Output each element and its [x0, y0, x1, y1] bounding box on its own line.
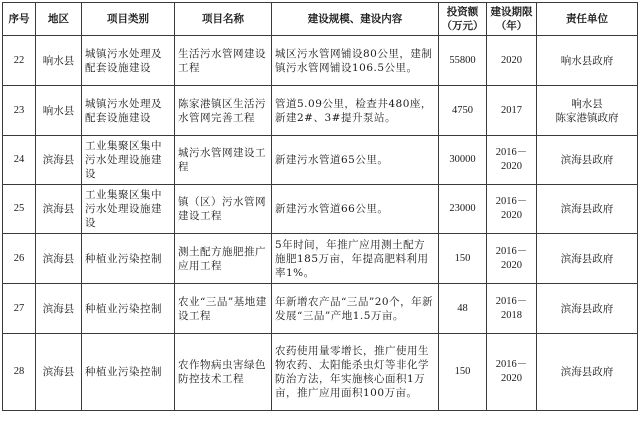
cell-region: 滨海县: [36, 334, 82, 411]
header-row: [3, 3, 638, 36]
cell-investment: 55800: [439, 36, 487, 86]
cell-unit: [537, 86, 638, 136]
cell-region: 滨海县: [36, 234, 82, 284]
cell-scope: 管道5.09公里，检查井480座，新建2#、3#提升泵站。: [272, 86, 439, 136]
cell-period-line2: 2020: [501, 161, 522, 172]
cell-investment: 23000: [439, 185, 487, 234]
cell-period-line1: 2016－: [495, 245, 528, 257]
cell-unit-line1: 滨海县政府: [560, 154, 614, 166]
cell-unit: [537, 334, 638, 411]
cell-project-name: 镇（区）污水管网建设工程: [175, 185, 272, 234]
cell-period-line1: 2016－: [495, 147, 528, 158]
header-region: 地区: [36, 3, 82, 36]
cell-category: 种植业污染控制: [82, 234, 175, 284]
cell-investment: 30000: [439, 136, 487, 185]
cell-region: 滨海县: [36, 284, 82, 334]
table-row: [3, 234, 638, 284]
cell-seq: 27: [3, 284, 36, 334]
cell-category: 城镇污水处理及配套设施建设: [82, 36, 175, 86]
cell-scope: 5年时间，年推广应用测土配方施肥185万亩，年提高肥料利用率1%。: [272, 234, 439, 284]
cell-category: 城镇污水处理及配套设施建设: [82, 86, 175, 136]
table-row: [3, 284, 638, 334]
cell-scope: 农药使用量零增长，推广使用生物农药、太阳能杀虫灯等非化学防治方法，年实施核心面积1万亩，推广应用面积100万亩。: [272, 334, 439, 411]
header-period-line2: （年）: [495, 20, 528, 32]
cell-category: 工业集聚区集中污水处理设施建设: [82, 136, 175, 185]
cell-region: 响水县: [36, 36, 82, 86]
cell-period-line2: 2020: [501, 373, 522, 384]
cell-seq: 22: [3, 36, 36, 86]
cell-investment: 150: [439, 234, 487, 284]
cell-project-name: 农作物病虫害绿色防控技术工程: [175, 334, 272, 411]
cell-investment: 150: [439, 334, 487, 411]
header-period: [487, 3, 537, 36]
cell-unit: [537, 136, 638, 185]
cell-unit: [537, 185, 638, 234]
cell-unit: [537, 36, 638, 86]
header-category: 项目类别: [82, 3, 175, 36]
cell-category: 种植业污染控制: [82, 284, 175, 334]
cell-scope: 年新增农产品“三品”20个，年新发展“三品”产地1.5万亩。: [272, 284, 439, 334]
cell-scope: 新建污水管道66公里。: [272, 185, 439, 234]
cell-unit: [537, 234, 638, 284]
cell-scope: 城区污水管网铺设80公里，建制镇污水管网铺设106.5公里。: [272, 36, 439, 86]
cell-seq: 28: [3, 334, 36, 411]
cell-project-name: 陈家港镇区生活污水管网完善工程: [175, 86, 272, 136]
cell-period-line1: 2016－: [495, 295, 528, 307]
cell-unit-line1: 滨海县政府: [560, 203, 614, 215]
header-investment-line2: （万元）: [441, 20, 484, 32]
cell-category: 工业集聚区集中污水处理设施建设: [82, 185, 175, 234]
cell-region: 滨海县: [36, 185, 82, 234]
header-unit: 责任单位: [537, 3, 638, 36]
header-seq: 序号: [3, 3, 36, 36]
cell-period: [487, 86, 537, 136]
cell-period: [487, 334, 537, 411]
cell-period-line1: 2016－: [495, 196, 528, 207]
project-table: [2, 2, 638, 411]
cell-unit-line1: 响水县政府: [560, 54, 614, 67]
cell-period: [487, 284, 537, 334]
table-row: [3, 36, 638, 86]
cell-unit-line1: 响水县: [571, 97, 603, 110]
cell-investment: 48: [439, 284, 487, 334]
cell-scope: 新建污水管道65公里。: [272, 136, 439, 185]
cell-unit-line1: 滨海县政府: [560, 252, 614, 265]
table-body: [3, 36, 638, 411]
cell-period-line2: 2018: [501, 309, 522, 321]
header-investment: [439, 3, 487, 36]
project-table-container: [2, 2, 638, 411]
header-investment-line1: 投资额: [446, 6, 479, 18]
cell-unit: [537, 284, 638, 334]
cell-region: 响水县: [36, 86, 82, 136]
cell-seq: 23: [3, 86, 36, 136]
cell-region: 滨海县: [36, 136, 82, 185]
cell-unit-line1: 滨海县政府: [560, 366, 614, 378]
cell-period-line2: 2020: [501, 259, 522, 271]
cell-seq: 24: [3, 136, 36, 185]
cell-project-name: 测土配方施肥推广应用工程: [175, 234, 272, 284]
cell-unit-line2: 陈家港镇政府: [555, 111, 619, 124]
cell-seq: 26: [3, 234, 36, 284]
table-row: [3, 86, 638, 136]
cell-category: 种植业污染控制: [82, 334, 175, 411]
table-row: [3, 334, 638, 411]
cell-seq: 25: [3, 185, 36, 234]
cell-unit-line1: 滨海县政府: [560, 302, 614, 315]
cell-project-name: 城污水管网建设工程: [175, 136, 272, 185]
header-scope: 建设规模、建设内容: [272, 3, 439, 36]
header-period-line1: 建设期限: [490, 6, 533, 18]
cell-period: [487, 185, 537, 234]
cell-period: [487, 36, 537, 86]
cell-investment: 4750: [439, 86, 487, 136]
cell-period: [487, 136, 537, 185]
table-row: [3, 185, 638, 234]
cell-period-line2: 2020: [501, 210, 522, 221]
cell-period-line1: 2016－: [495, 359, 528, 370]
cell-project-name: 农业“三品”基地建设工程: [175, 284, 272, 334]
cell-project-name: 生活污水管网建设工程: [175, 36, 272, 86]
cell-period-line1: 2017: [501, 104, 522, 116]
cell-period-line1: 2020: [501, 54, 522, 66]
cell-period: [487, 234, 537, 284]
header-name: 项目名称: [175, 3, 272, 36]
table-row: [3, 136, 638, 185]
